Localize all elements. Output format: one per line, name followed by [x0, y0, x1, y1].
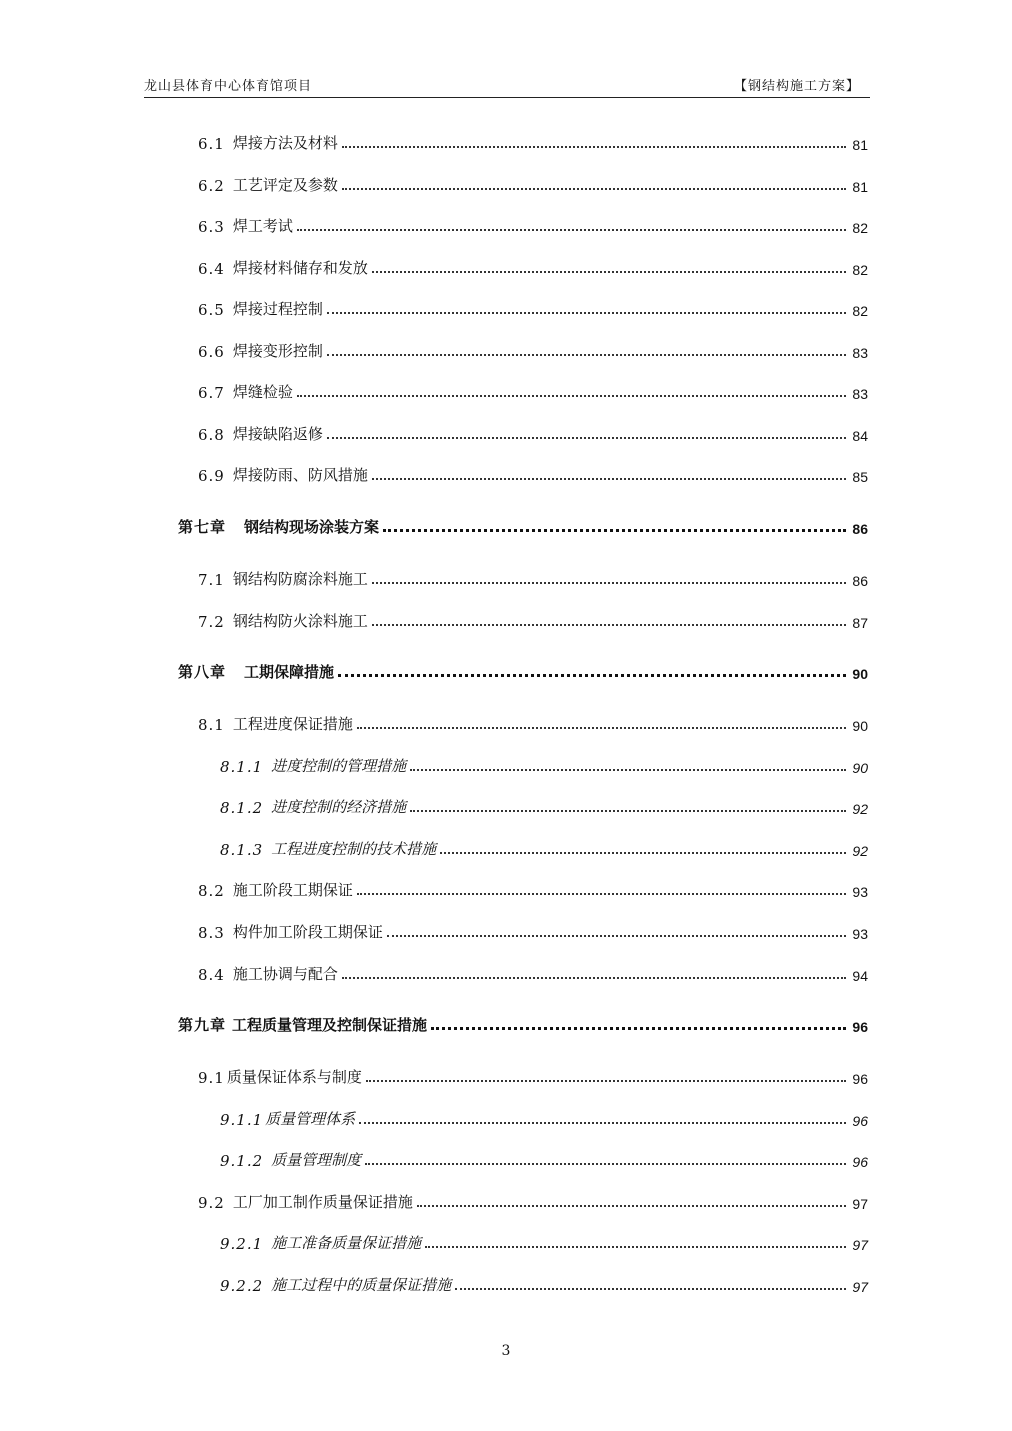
toc-entry-page: 86	[852, 573, 868, 589]
toc-leader-dots	[417, 1205, 846, 1207]
toc-leader-dots	[297, 229, 846, 231]
toc-entry-page: 82	[852, 262, 868, 278]
toc-entry-number: 6.5	[198, 301, 225, 319]
toc-entry[interactable]	[198, 565, 868, 589]
toc-entry-page: 83	[852, 386, 868, 402]
toc-subentry[interactable]	[220, 1271, 868, 1295]
toc-leader-dots	[338, 674, 846, 677]
toc-entry-number: 9.1	[198, 1069, 225, 1087]
toc-subentry[interactable]	[220, 1105, 868, 1129]
toc-entry-title: 焊接防雨、防风措施	[232, 466, 368, 484]
toc-entry-title: 施工阶段工期保证	[232, 881, 353, 899]
toc-chapter-entry[interactable]	[178, 658, 868, 682]
toc-leader-dots	[387, 935, 846, 937]
toc-entry-title: 工程质量管理及控制保证措施	[232, 1016, 428, 1034]
toc-leader-dots	[366, 1080, 846, 1082]
toc-leader-dots	[357, 893, 846, 895]
toc-entry-number: 6.7	[198, 384, 225, 402]
toc-entry-title: 钢结构现场涂装方案	[244, 518, 380, 536]
toc-entry-page: 96	[852, 1154, 868, 1170]
toc-entry-number: 9.2.2	[220, 1277, 264, 1295]
toc-entry[interactable]	[198, 337, 868, 361]
toc-leader-dots	[327, 437, 846, 439]
toc-leader-dots	[372, 271, 846, 273]
toc-entry-title: 工艺评定及参数	[232, 176, 338, 194]
toc-entry-number: 8.3	[198, 924, 225, 942]
toc-leader-dots	[372, 582, 846, 584]
toc-entry-number: 6.3	[198, 218, 225, 236]
toc-leader-dots	[342, 146, 846, 148]
toc-entry-title: 焊缝检验	[232, 383, 293, 401]
toc-entry-page: 97	[852, 1279, 868, 1295]
toc-entry-title: 焊工考试	[232, 217, 293, 235]
toc-subentry[interactable]	[220, 793, 868, 817]
toc-entry-title: 焊接缺陷返修	[232, 425, 323, 443]
toc-entry-number: 8.1.1	[220, 758, 264, 776]
toc-leader-dots	[455, 1288, 846, 1290]
toc-leader-dots	[342, 188, 846, 190]
toc-entry-title: 钢结构防火涂料施工	[232, 612, 368, 630]
toc-entry-title: 进度控制的经济措施	[271, 798, 407, 816]
toc-entry[interactable]	[198, 212, 868, 236]
header-project-name: 龙山县体育中心体育馆项目	[144, 79, 313, 94]
toc-entry-number: 6.6	[198, 343, 225, 361]
toc-entry-page: 94	[852, 968, 868, 984]
toc-entry-title: 构件加工阶段工期保证	[232, 923, 383, 941]
toc-entry-number: 8.1.3	[220, 841, 264, 859]
toc-entry-title: 施工协调与配合	[232, 965, 338, 983]
toc-entry-page: 81	[852, 179, 868, 195]
toc-entry-number: 6.8	[198, 426, 225, 444]
toc-entry-page: 90	[852, 760, 868, 776]
toc-entry-title: 焊接材料储存和发放	[232, 259, 368, 277]
toc-entry-page: 86	[852, 521, 868, 537]
toc-leader-dots	[440, 852, 846, 854]
toc-entry-title: 焊接变形控制	[232, 342, 323, 360]
toc-entry[interactable]	[198, 254, 868, 278]
toc-entry-title: 质量管理制度	[271, 1151, 362, 1169]
toc-entry[interactable]	[198, 295, 868, 319]
toc-entry-number: 7.2	[198, 613, 225, 631]
toc-entry[interactable]	[198, 420, 868, 444]
toc-entry-number: 6.9	[198, 467, 225, 485]
toc-entry-page: 96	[852, 1071, 868, 1087]
toc-entry-title: 施工过程中的质量保证措施	[271, 1276, 452, 1294]
toc-entry[interactable]	[198, 918, 868, 942]
toc-leader-dots	[410, 810, 846, 812]
toc-entry-number: 9.1.1	[220, 1111, 264, 1129]
toc-entry-number: 9.1.2	[220, 1152, 264, 1170]
toc-entry-number: 8.1	[198, 716, 225, 734]
toc-entry-number: 7.1	[198, 571, 225, 589]
toc-leader-dots	[365, 1163, 846, 1165]
toc-subentry[interactable]	[220, 1146, 868, 1170]
toc-entry-title: 工程进度保证措施	[232, 715, 353, 733]
toc-leader-dots	[372, 478, 846, 480]
toc-entry-number: 8.2	[198, 882, 225, 900]
toc-entry-page: 82	[852, 303, 868, 319]
toc-entry-number: 8.1.2	[220, 799, 264, 817]
toc-entry-number: 9.2.1	[220, 1235, 264, 1253]
toc-entry[interactable]	[198, 876, 868, 900]
toc-entry-number: 6.4	[198, 260, 225, 278]
toc-entry-title: 焊接过程控制	[232, 300, 323, 318]
toc-entry-page: 96	[852, 1019, 868, 1035]
toc-entry-title: 焊接方法及材料	[232, 134, 338, 152]
toc-entry-number: 8.4	[198, 966, 225, 984]
toc-entry-number: 6.1	[198, 135, 225, 153]
toc-entry-page: 90	[852, 718, 868, 734]
toc-entry-number: 6.2	[198, 177, 225, 195]
toc-entry-number: 第九章	[178, 1016, 227, 1034]
toc-leader-dots	[357, 727, 846, 729]
toc-entry-page: 87	[852, 615, 868, 631]
toc-entry[interactable]	[198, 607, 868, 631]
toc-leader-dots	[383, 529, 846, 532]
toc-entry-title: 工期保障措施	[244, 663, 335, 681]
page-header	[144, 73, 870, 98]
toc-chapter-entry[interactable]	[178, 513, 868, 537]
toc-chapter-entry[interactable]	[178, 1011, 868, 1035]
toc-subentry[interactable]	[220, 752, 868, 776]
toc-subentry[interactable]	[220, 835, 868, 859]
toc-entry-page: 93	[852, 884, 868, 900]
toc-entry-title: 质量保证体系与制度	[226, 1068, 362, 1086]
toc-entry[interactable]	[198, 710, 868, 734]
toc-entry[interactable]	[198, 1188, 868, 1212]
toc-leader-dots	[327, 312, 846, 314]
header-document-title: 【钢结构施工方案】	[733, 79, 860, 94]
toc-leader-dots	[410, 769, 846, 771]
toc-leader-dots	[327, 354, 846, 356]
toc-leader-dots	[342, 977, 846, 979]
toc-entry-title: 工程进度控制的技术措施	[271, 840, 437, 858]
toc-entry-page: 92	[852, 801, 868, 817]
toc-entry-title: 钢结构防腐涂料施工	[232, 570, 368, 588]
toc-entry[interactable]	[198, 378, 868, 402]
toc-entry-page: 90	[852, 666, 868, 682]
toc-entry-number: 第八章	[178, 663, 227, 681]
toc-entry-page: 84	[852, 428, 868, 444]
toc-entry-number: 9.2	[198, 1194, 225, 1212]
toc-entry-page: 93	[852, 926, 868, 942]
toc-entry-number: 第七章	[178, 518, 227, 536]
toc-entry-page: 83	[852, 345, 868, 361]
toc-entry[interactable]	[198, 960, 868, 984]
toc-entry[interactable]	[198, 171, 868, 195]
toc-entry-page: 97	[852, 1237, 868, 1253]
toc-entry-page: 85	[852, 469, 868, 485]
toc-entry-title: 工厂加工制作质量保证措施	[232, 1193, 413, 1211]
toc-entry-page: 82	[852, 220, 868, 236]
toc-entry-page: 96	[852, 1113, 868, 1129]
toc-leader-dots	[431, 1027, 846, 1030]
toc-leader-dots	[372, 624, 846, 626]
toc-leader-dots	[425, 1246, 846, 1248]
toc-entry-page: 97	[852, 1196, 868, 1212]
toc-leader-dots	[359, 1122, 846, 1124]
toc-leader-dots	[297, 395, 846, 397]
toc-entry-page: 92	[852, 843, 868, 859]
toc-entry-title: 进度控制的管理措施	[271, 757, 407, 775]
page-number: 3	[501, 1343, 511, 1359]
toc-entry-title: 施工准备质量保证措施	[271, 1234, 422, 1252]
toc-entry[interactable]	[198, 129, 868, 153]
toc-entry-page: 81	[852, 137, 868, 153]
toc-entry[interactable]	[198, 1063, 868, 1087]
toc-entry[interactable]	[198, 461, 868, 485]
toc-entry-title: 质量管理体系	[265, 1110, 356, 1128]
toc-subentry[interactable]	[220, 1229, 868, 1253]
